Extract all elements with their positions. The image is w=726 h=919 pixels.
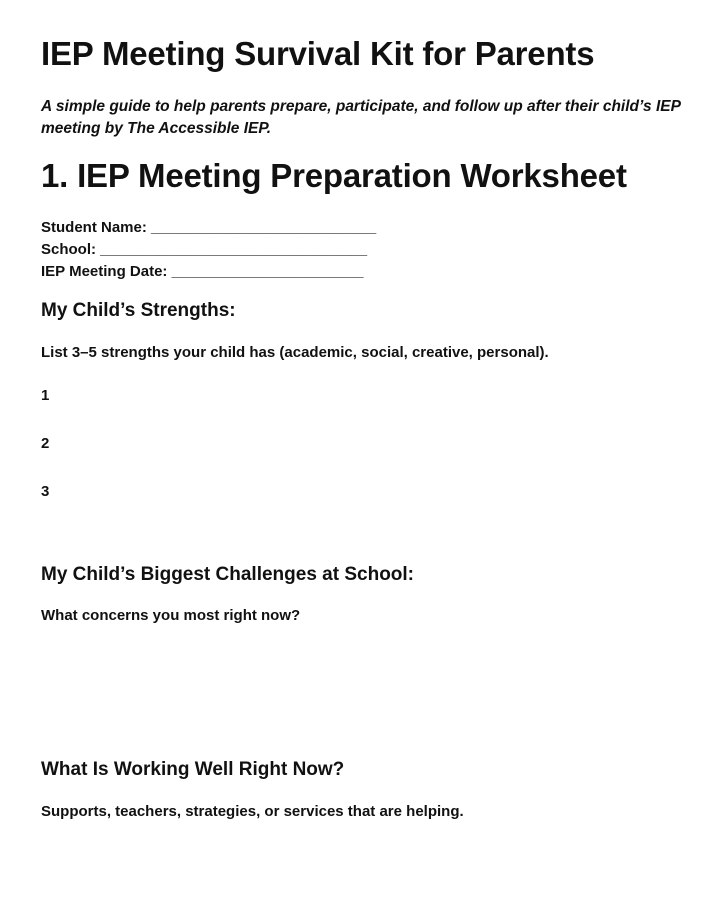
- working-well-heading: What Is Working Well Right Now?: [41, 759, 345, 780]
- strengths-prompt: List 3–5 strengths your child has (academic, social, creative, personal).: [41, 344, 549, 361]
- challenges-prompt: What concerns you most right now?: [41, 607, 301, 624]
- strength-item-1: 1: [41, 387, 50, 404]
- document-title: IEP Meeting Survival Kit for Parents: [41, 35, 595, 72]
- meeting-date-field: IEP Meeting Date: _______________________: [41, 263, 364, 280]
- document-subtitle: A simple guide to help parents prepare, participate, and follow up after their child’s IEP meeting by The Accessible IEP.: [41, 98, 681, 137]
- strength-item-2: 2: [41, 435, 50, 452]
- section-title: 1. IEP Meeting Preparation Worksheet: [41, 157, 627, 194]
- challenges-heading: My Child’s Biggest Challenges at School:: [41, 564, 415, 585]
- strength-item-3: 3: [41, 483, 50, 500]
- working-well-prompt: Supports, teachers, strategies, or services that are helping.: [41, 803, 464, 820]
- strengths-heading: My Child’s Strengths:: [41, 300, 236, 321]
- student-name-field: Student Name: ___________________________: [41, 219, 377, 236]
- school-field: School: ________________________________: [41, 241, 368, 258]
